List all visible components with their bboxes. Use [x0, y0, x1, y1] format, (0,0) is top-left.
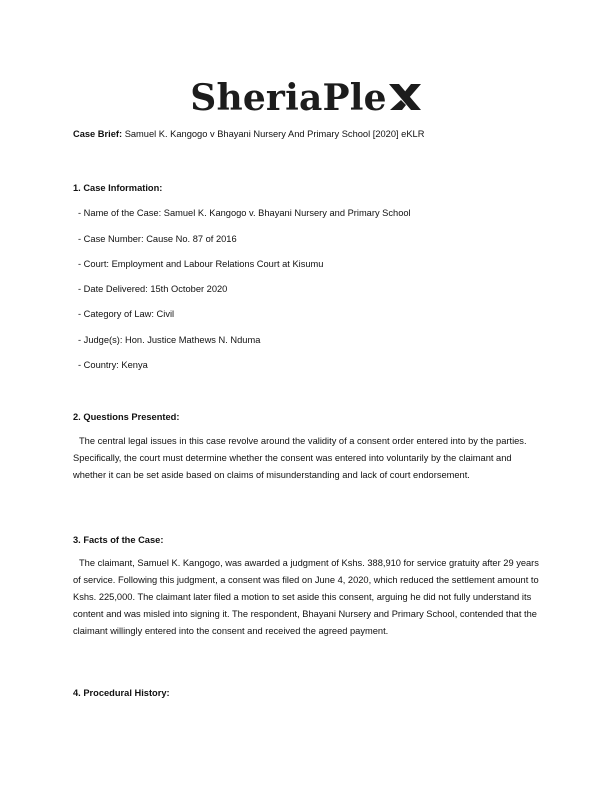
logo-text: SheriaPle [190, 77, 387, 119]
section-heading-case-information: 1. Case Information: [73, 183, 163, 193]
logo-x-mark-icon [388, 82, 422, 112]
case-info-item: - Case Number: Cause No. 87 of 2016 [78, 234, 237, 244]
case-info-item: - Date Delivered: 15th October 2020 [78, 284, 228, 294]
case-brief-line [73, 129, 424, 139]
case-info-item: - Judge(s): Hon. Justice Mathews N. Nduma [78, 335, 261, 345]
case-info-item: - Name of the Case: Samuel K. Kangogo v. Bhayani Nursery and Primary School [78, 208, 411, 218]
case-info-item: - Category of Law: Civil [78, 309, 175, 319]
case-brief-title: Samuel K. Kangogo v Bhayani Nursery And Primary School [2020] eKLR [124, 129, 425, 139]
case-brief-label: Case Brief: [73, 129, 123, 139]
section-heading-questions-presented: 2. Questions Presented: [73, 412, 180, 422]
section-heading-procedural-history: 4. Procedural History: [73, 688, 170, 698]
sheriaplex-logo [0, 72, 612, 124]
case-info-item: - Country: Kenya [78, 360, 148, 370]
case-info-item: - Court: Employment and Labour Relations Court at Kisumu [78, 259, 324, 269]
facts-of-the-case-paragraph: The claimant, Samuel K. Kangogo, was awarded a judgment of Kshs. 388,910 for service gratuity after 29 years of service. Following this judgment, a consent was filed on June 4, 2020, which reduced the settlement amount to Kshs. 225,000. The claimant later filed a motion to set aside this consent, arguing he did not fully understand its content and was misled into signing it. The respondent, Bhayani Nursery and Primary School, contended that the claimant willingly entered into the consent and received the agreed payment. [73, 558, 539, 636]
questions-presented-paragraph: The central legal issues in this case revolve around the validity of a consent order entered into by the parties. Specifically, the court must determine whether the consent was entered into voluntarily by the claimant and whether it can be set aside based on claims of misunderstanding and lack of court endorsement. [73, 436, 527, 480]
section-heading-facts-of-the-case: 3. Facts of the Case: [73, 535, 164, 545]
